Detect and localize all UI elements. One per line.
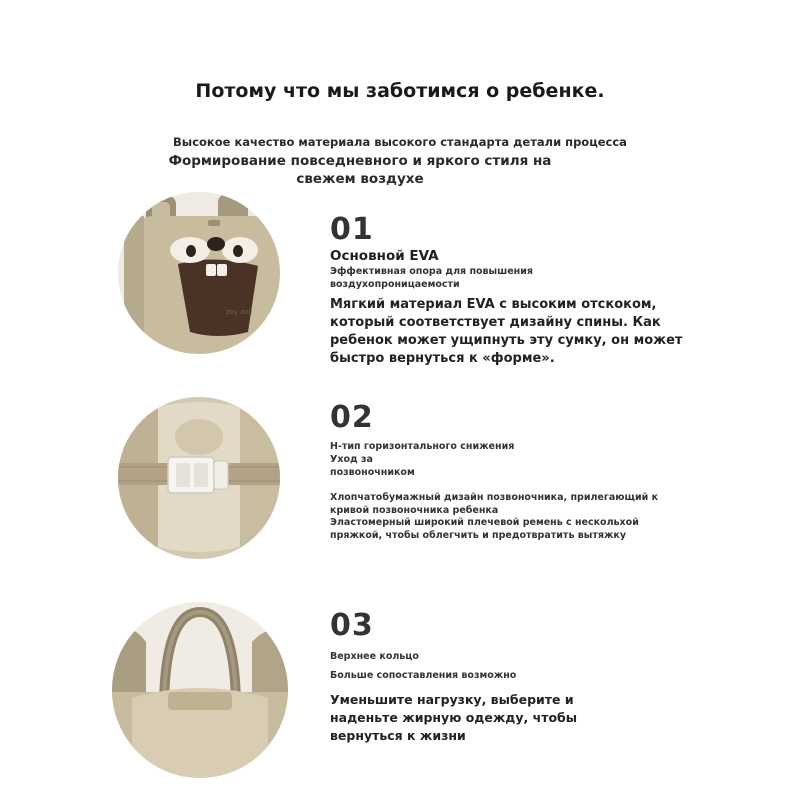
subtitle-style: Формирование повседневного и яркого стиля на свежем воздухе <box>168 153 552 187</box>
feature-01-heading: Основной EVA <box>330 248 439 264</box>
feature-02-caption-b: Уход за позвоночником <box>330 454 415 478</box>
beaver-bag-illustration <box>118 192 280 354</box>
feature-02-description-a: Хлопчатобумажный дизайн позвоночника, прилегающий к кривой позвоночника ребенка <box>330 492 659 516</box>
feature-03-description: Уменьшите нагрузку, выберите и наденьте жирную одежду, чтобы вернуться к жизни <box>330 692 578 743</box>
feature-03-image <box>112 602 288 778</box>
feature-01-description: Мягкий материал EVA с высоким отскоком, который соответствует дизайну спины. Как ребенок может ущипнуть эту сумку, он может быстро вернуться к «форме». <box>330 297 683 366</box>
feature-01-number: 01 <box>330 212 374 247</box>
feature-02-description-b: Эластомерный широкий плечевой ремень с нескольхой пряжкой, чтобы облегчить и предотвратить вытяжку <box>330 517 639 541</box>
feature-03-heading: Верхнее кольцо <box>330 651 419 662</box>
feature-02-caption-a: H-тип горизонтального снижения <box>330 441 515 452</box>
top-handle-illustration <box>112 602 288 778</box>
spine-strap-illustration <box>118 397 280 559</box>
feature-01-image <box>118 192 280 354</box>
feature-02-image <box>118 397 280 559</box>
subtitle-quality: Высокое качество материала высокого стандарта детали процесса <box>173 135 627 149</box>
svg-text:zoy zoii: zoy zoii <box>226 308 253 316</box>
page-title: Потому что мы заботимся о ребенке. <box>195 80 605 102</box>
feature-01-caption: Эффективная опора для повышения воздухопроницаемости <box>330 266 533 290</box>
feature-02-number: 02 <box>330 400 374 435</box>
feature-03-caption: Больше сопоставления возможно <box>330 670 517 681</box>
feature-03-number: 03 <box>330 608 374 643</box>
